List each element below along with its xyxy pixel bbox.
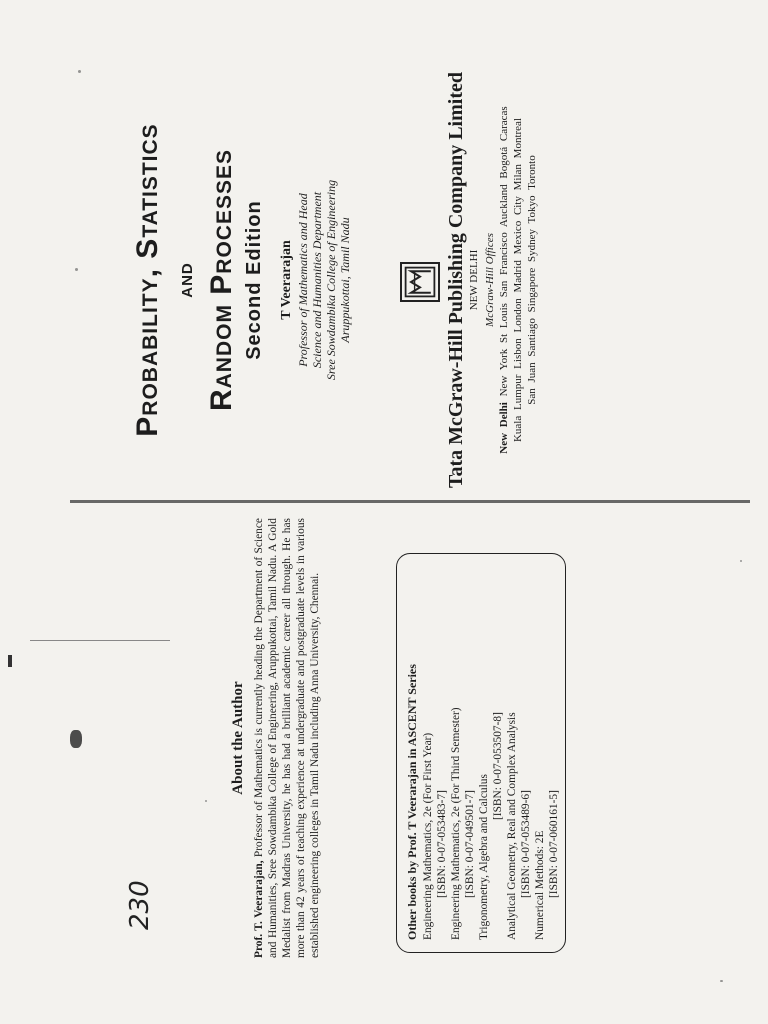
author-credential: Professor of Mathematics and Head	[296, 193, 310, 367]
about-body: Professor of Mathematics is currently heading the Department of Science and Humanities, Sree Sowdambika College of Engineering, Aruppukottai, Tamil Nadu. A Gold Medalist from Madras University, he has had a brilliant academic career all through. He has more than 42 years of teaching experience at undergraduate and postgraduate levels in various established engineering colleges in Tamil Nadu including Anna University, Chennai.	[253, 518, 321, 958]
book-entry-isbn: [ISBN: 0-07-060161-5]	[548, 790, 560, 898]
handwritten-page-number: 230	[125, 880, 155, 930]
other-books-box	[396, 553, 566, 953]
publisher-name: Tata McGraw-Hill Publishing Company Limited	[445, 72, 467, 488]
publisher-block	[444, 50, 539, 510]
scan-speck	[205, 800, 207, 802]
title-line-3: Random Processes	[205, 148, 238, 412]
book-title	[130, 70, 268, 490]
about-text	[252, 518, 322, 958]
book-entry-isbn: [ISBN: 0-07-049501-7]	[464, 790, 476, 898]
offices-line-3: San Juan Santiago Singapore Sydney Tokyo Toronto	[526, 155, 538, 405]
edition: Second Edition	[243, 200, 265, 360]
scan-mark-line	[30, 640, 170, 641]
author-block	[280, 70, 352, 490]
about-heading: About the Author	[230, 681, 246, 795]
title-line-1: Probability, Statistics	[131, 123, 164, 437]
scan-speck	[740, 560, 742, 562]
author-name: T Veerarajan	[279, 240, 294, 320]
offices-label: McGraw-Hill Offices	[484, 233, 496, 327]
title-and: and	[172, 262, 197, 298]
title-page	[80, 70, 560, 490]
book-entry-isbn: [ISBN: 0-07-053483-7]	[436, 790, 448, 898]
page-fold-line	[70, 500, 750, 503]
book-entry-title: Engineering Mathematics, 2e (For First Year)	[422, 732, 434, 940]
publisher-logo-icon	[400, 262, 440, 302]
book-entry-title: Numerical Methods: 2E	[534, 830, 546, 940]
book-entry-title: Trigonometry, Algebra and Calculus	[478, 774, 490, 940]
author-credential: Sree Sowdambika College of Engineering	[324, 179, 338, 381]
author-credential: Science and Humanities Department	[310, 191, 324, 369]
book-entry-isbn: [ISBN: 0-07-053489-6]	[520, 790, 532, 898]
offices-home-city: New Delhi	[498, 402, 510, 454]
scan-mark	[8, 655, 12, 667]
offices-cities: New York St Louis San Francisco Auckland Bogotá Caracas	[498, 106, 510, 397]
book-entry-isbn: [ISBN: 0-07-053507-8]	[492, 712, 504, 820]
ink-blot	[70, 730, 82, 748]
author-credential: Aruppukottai, Tamil Nadu	[338, 217, 352, 343]
other-books-heading: Other books by Prof. T Veerarajan in ASCENT Series	[405, 664, 419, 940]
scan-speck	[75, 268, 78, 271]
about-author-page	[230, 518, 590, 958]
publisher-city: NEW DELHI	[468, 249, 480, 311]
book-entry-title: Engineering Mathematics, 2e (For Third Semester)	[450, 707, 462, 940]
offices-line-2: Kuala Lumpur Lisbon London Madrid Mexico City Milan Montreal	[512, 118, 524, 443]
book-entry-title: Analytical Geometry, Real and Complex Analysis	[506, 712, 518, 940]
scan-speck	[720, 980, 723, 982]
about-author-name: Prof. T. Veerarajan,	[253, 860, 265, 958]
offices-line-1	[497, 50, 511, 510]
